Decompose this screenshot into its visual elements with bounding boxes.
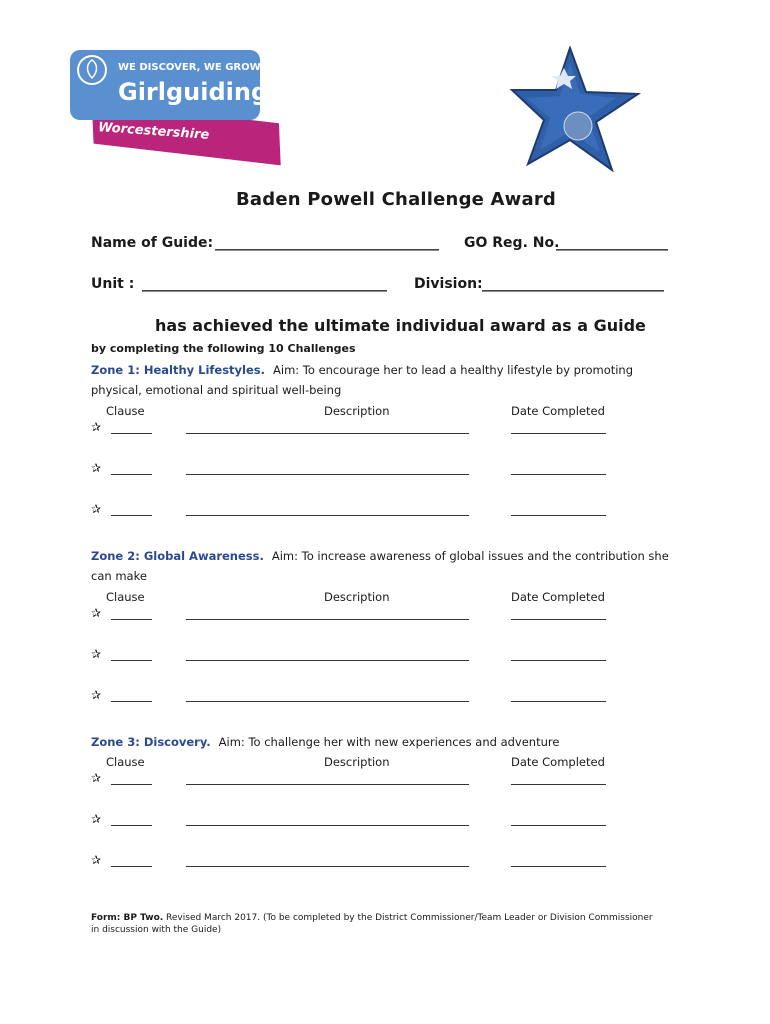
star-bullet-icon: ✰ bbox=[91, 853, 102, 867]
zone-aim: Aim: To challenge her with new experiences and adventure bbox=[218, 735, 560, 749]
zone-heading bbox=[91, 735, 559, 749]
unit-label: Unit : bbox=[91, 276, 135, 292]
footer-note: (To be completed by the District Commissioner/Team Leader or Division Commissioner bbox=[263, 913, 653, 923]
go-reg-field[interactable]: ________________ bbox=[556, 235, 668, 251]
division-label: Division: bbox=[414, 276, 483, 292]
date-completed-field[interactable] bbox=[511, 784, 606, 785]
star-bullet-icon: ✰ bbox=[91, 771, 102, 785]
clause-field[interactable] bbox=[111, 619, 152, 620]
star-bullet-icon: ✰ bbox=[91, 420, 102, 434]
name-of-guide-field[interactable]: ________________________________ bbox=[215, 235, 439, 251]
description-field[interactable] bbox=[186, 660, 469, 661]
zone-heading bbox=[91, 363, 633, 377]
girlguiding-logo bbox=[68, 48, 284, 166]
zone-aim-continued: physical, emotional and spiritual well-being bbox=[91, 383, 342, 397]
column-header-clause: Clause bbox=[106, 404, 145, 418]
description-field[interactable] bbox=[186, 784, 469, 785]
star-bullet-icon: ✰ bbox=[91, 688, 102, 702]
clause-field[interactable] bbox=[111, 660, 152, 661]
challenges-subheading: by completing the following 10 Challenges bbox=[91, 342, 356, 355]
date-completed-field[interactable] bbox=[511, 515, 606, 516]
column-header-clause: Clause bbox=[106, 755, 145, 769]
footer-note-line2: in discussion with the Guide) bbox=[91, 925, 222, 935]
description-field[interactable] bbox=[186, 619, 469, 620]
column-header-date: Date Completed bbox=[511, 404, 605, 418]
logo-county: Worcestershire bbox=[97, 120, 210, 143]
zone-aim: Aim: To encourage her to lead a healthy lifestyle by promoting bbox=[273, 363, 634, 377]
description-field[interactable] bbox=[186, 474, 469, 475]
clause-field[interactable] bbox=[111, 825, 152, 826]
column-header-date: Date Completed bbox=[511, 755, 605, 769]
date-completed-field[interactable] bbox=[511, 701, 606, 702]
date-completed-field[interactable] bbox=[511, 433, 606, 434]
column-header-description: Description bbox=[324, 755, 390, 769]
description-field[interactable] bbox=[186, 825, 469, 826]
zone-name: Zone 1: Healthy Lifestyles. bbox=[91, 363, 266, 377]
clause-field[interactable] bbox=[111, 433, 152, 434]
star-bullet-icon: ✰ bbox=[91, 502, 102, 516]
logo-brand: Girlguiding bbox=[118, 78, 269, 106]
column-header-description: Description bbox=[324, 590, 390, 604]
logo-tagline: WE DISCOVER, WE GROW bbox=[118, 62, 261, 73]
zone-name: Zone 2: Global Awareness. bbox=[91, 549, 264, 563]
clause-field[interactable] bbox=[111, 784, 152, 785]
description-field[interactable] bbox=[186, 433, 469, 434]
date-completed-field[interactable] bbox=[511, 866, 606, 867]
zone-heading bbox=[91, 549, 669, 563]
star-bullet-icon: ✰ bbox=[91, 647, 102, 661]
achievement-heading: has achieved the ultimate individual award as a Guide bbox=[155, 316, 646, 335]
column-header-date: Date Completed bbox=[511, 590, 605, 604]
name-of-guide-label: Name of Guide: bbox=[91, 235, 214, 251]
date-completed-field[interactable] bbox=[511, 825, 606, 826]
clause-field[interactable] bbox=[111, 474, 152, 475]
date-completed-field[interactable] bbox=[511, 660, 606, 661]
zone-aim: Aim: To increase awareness of global issues and the contribution she bbox=[271, 549, 669, 563]
clause-field[interactable] bbox=[111, 515, 152, 516]
clause-field[interactable] bbox=[111, 866, 152, 867]
description-field[interactable] bbox=[186, 515, 469, 516]
date-completed-field[interactable] bbox=[511, 619, 606, 620]
column-header-clause: Clause bbox=[106, 590, 145, 604]
footer-revised: Revised March 2017. bbox=[166, 913, 261, 923]
form-footer bbox=[91, 913, 653, 923]
description-field[interactable] bbox=[186, 701, 469, 702]
zone-aim-continued: can make bbox=[91, 569, 147, 583]
form-title: Baden Powell Challenge Award bbox=[236, 189, 557, 210]
clause-field[interactable] bbox=[111, 701, 152, 702]
date-completed-field[interactable] bbox=[511, 474, 606, 475]
star-bullet-icon: ✰ bbox=[91, 461, 102, 475]
division-field[interactable]: __________________________ bbox=[482, 276, 664, 292]
star-badge-graphic bbox=[508, 46, 644, 172]
go-reg-label: GO Reg. No. bbox=[464, 235, 560, 251]
star-badge-icon bbox=[508, 46, 644, 172]
unit-field[interactable]: ___________________________________ bbox=[142, 276, 387, 292]
footer-form-id: Form: BP Two. bbox=[91, 913, 164, 923]
star-bullet-icon: ✰ bbox=[91, 812, 102, 826]
column-header-description: Description bbox=[324, 404, 390, 418]
star-bullet-icon: ✰ bbox=[91, 606, 102, 620]
description-field[interactable] bbox=[186, 866, 469, 867]
zone-name: Zone 3: Discovery. bbox=[91, 735, 211, 749]
